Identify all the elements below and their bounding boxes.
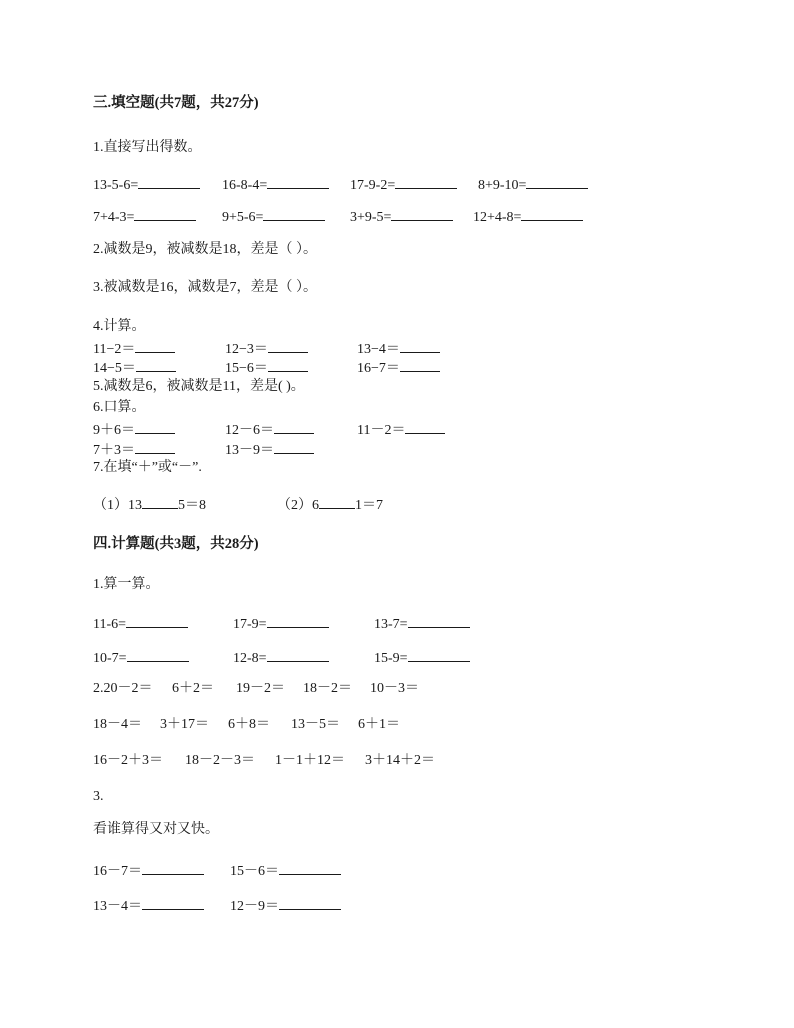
q4-3-r1-c2: 15－6＝: [230, 860, 341, 881]
q3-1-r2-c2: 9+5-6=: [222, 206, 325, 227]
q3-4-r2-c3: 16−7＝: [357, 357, 440, 378]
answer-blank[interactable]: [408, 613, 470, 628]
q4-2-r1-c5: 10－3＝: [370, 681, 419, 696]
answer-blank[interactable]: [267, 613, 329, 628]
q3-2: 2.减数是9，被减数是18，差是（ ）。: [93, 242, 317, 257]
answer-blank[interactable]: [395, 174, 457, 189]
answer-blank[interactable]: [400, 357, 440, 372]
q3-7-prompt: 7.在填“＋”或“－”.: [93, 460, 202, 475]
q4-2-r1-c1: 2.20－2＝: [93, 681, 153, 696]
q4-2-r2-c2: 3＋17＝: [160, 717, 209, 732]
q3-6-r2-c2: 13－9＝: [225, 439, 314, 460]
q3-6-r2-c1: 7＋3＝: [93, 439, 175, 460]
q3-1-prompt: 1.直接写出得数。: [93, 140, 202, 155]
answer-blank[interactable]: [142, 860, 204, 875]
q4-3-r1-c1: 16－7＝: [93, 860, 204, 881]
answer-blank[interactable]: [135, 338, 175, 353]
answer-blank[interactable]: [267, 647, 329, 662]
q3-5: 5.减数是6，被减数是11，差是( )。: [93, 379, 305, 394]
q4-2-r3-c2: 18－2－3＝: [185, 753, 255, 768]
q4-2-r2-c5: 6＋1＝: [358, 717, 400, 732]
q3-4-r2-c1: 14−5＝: [93, 357, 176, 378]
q4-2-r1-c4: 18－2＝: [303, 681, 352, 696]
q3-1-r1-c3: 17-9-2=: [350, 174, 457, 195]
q3-3: 3.被减数是16，减数是7，差是（ ）。: [93, 280, 317, 295]
q3-4-r1-c3: 13−4＝: [357, 338, 440, 359]
q4-2-r2-c1: 18－4＝: [93, 717, 142, 732]
q4-3-r2-c1: 13－4＝: [93, 895, 204, 916]
answer-blank[interactable]: [142, 895, 204, 910]
answer-blank[interactable]: [391, 206, 453, 221]
q4-1-r2-c3: 15-9=: [374, 647, 470, 668]
q4-1-prompt: 1.算一算。: [93, 577, 160, 592]
q3-4-r1-c1: 11−2＝: [93, 338, 175, 359]
q4-1-r1-c2: 17-9=: [233, 613, 329, 634]
answer-blank[interactable]: [526, 174, 588, 189]
q4-2-r1-c3: 19－2＝: [236, 681, 285, 696]
q4-2-r3-c1: 16－2＋3＝: [93, 753, 163, 768]
q3-4-r1-c2: 12−3＝: [225, 338, 308, 359]
answer-blank[interactable]: [138, 174, 200, 189]
q3-1-r1-c2: 16-8-4=: [222, 174, 329, 195]
q4-1-r2-c2: 12-8=: [233, 647, 329, 668]
q3-7-part2: （2）6 1＝7: [277, 494, 383, 515]
q4-1-r1-c3: 13-7=: [374, 613, 470, 634]
answer-blank[interactable]: [136, 357, 176, 372]
answer-blank[interactable]: [405, 419, 445, 434]
q4-3-prompt: 看谁算得又对又快。: [93, 822, 219, 837]
q3-1-r2-c4: 12+4-8=: [473, 206, 583, 227]
answer-blank[interactable]: [126, 613, 188, 628]
q3-4-prompt: 4.计算。: [93, 319, 146, 334]
answer-blank[interactable]: [274, 419, 314, 434]
answer-blank[interactable]: [135, 419, 175, 434]
section-3-heading: 三.填空题(共7题，共27分): [93, 95, 259, 111]
q4-2-r2-c3: 6＋8＝: [228, 717, 270, 732]
operator-blank[interactable]: [142, 494, 178, 509]
answer-blank[interactable]: [135, 439, 175, 454]
answer-blank[interactable]: [267, 174, 329, 189]
q4-2-r3-c4: 3＋14＋2＝: [365, 753, 435, 768]
operator-blank[interactable]: [319, 494, 355, 509]
q3-1-r2-c1: 7+4-3=: [93, 206, 196, 227]
answer-blank[interactable]: [279, 860, 341, 875]
q3-1-r2-c3: 3+9-5=: [350, 206, 453, 227]
q4-2-r3-c3: 1－1＋12＝: [275, 753, 345, 768]
section-4-heading: 四.计算题(共3题，共28分): [93, 536, 259, 552]
q4-3-r2-c2: 12－9＝: [230, 895, 341, 916]
q3-6-r1-c2: 12－6＝: [225, 419, 314, 440]
answer-blank[interactable]: [279, 895, 341, 910]
q3-4-r2-c2: 15−6＝: [225, 357, 308, 378]
answer-blank[interactable]: [274, 439, 314, 454]
q4-2-r1-c2: 6＋2＝: [172, 681, 214, 696]
answer-blank[interactable]: [268, 338, 308, 353]
q4-3-number: 3.: [93, 789, 104, 804]
answer-blank[interactable]: [408, 647, 470, 662]
q3-6-r1-c3: 11－2＝: [357, 419, 445, 440]
answer-blank[interactable]: [268, 357, 308, 372]
q3-6-r1-c1: 9＋6＝: [93, 419, 175, 440]
q3-6-prompt: 6.口算。: [93, 400, 146, 415]
answer-blank[interactable]: [400, 338, 440, 353]
answer-blank[interactable]: [521, 206, 583, 221]
q3-7-part1: （1）13 5＝8: [93, 494, 206, 515]
answer-blank[interactable]: [127, 647, 189, 662]
q3-1-r1-c1: 13-5-6=: [93, 174, 200, 195]
answer-blank[interactable]: [134, 206, 196, 221]
q3-1-r1-c4: 8+9-10=: [478, 174, 588, 195]
q4-1-r2-c1: 10-7=: [93, 647, 189, 668]
answer-blank[interactable]: [263, 206, 325, 221]
q4-1-r1-c1: 11-6=: [93, 613, 188, 634]
q4-2-r2-c4: 13－5＝: [291, 717, 340, 732]
